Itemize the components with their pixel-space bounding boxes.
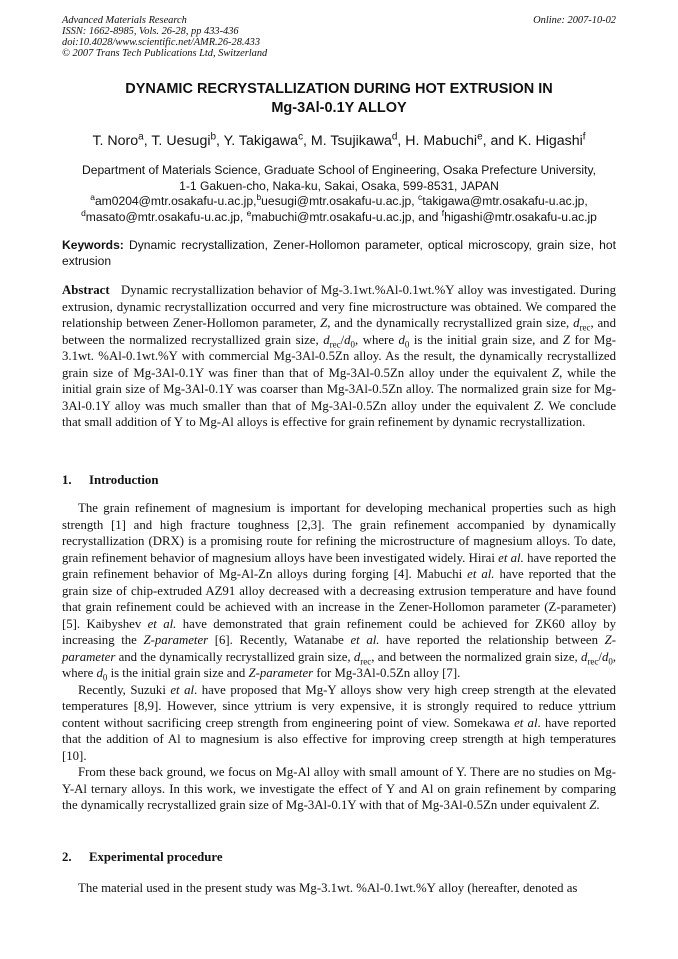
symbol-z: Z [589,798,597,812]
author-mark: d [391,131,398,143]
journal-name: Advanced Materials Research [62,15,187,26]
author-mark: a [138,131,144,143]
affiliation [62,163,616,225]
z-parameter: Z-parameter [248,666,314,680]
journal-doi: doi:10.4028/www.scientific.net/AMR.26-28.433 [62,37,261,48]
et-al: et al [514,715,538,730]
title-line-1: DYNAMIC RECRYSTALLIZATION DURING HOT EXTRUSION IN [125,81,553,97]
text: have reported the grain refinement behavior of Mg-Al-Zn alloys during forging [4]. Mabuchi [62,550,617,581]
author-mark: b [210,131,217,143]
text: have reported the relationship between [386,633,598,647]
symbol-d: d [353,649,361,664]
subscript-rec: rec [360,656,372,667]
symbol-d: d [398,332,405,347]
text: and the dynamically recrystallized grain size, [118,649,351,664]
affiliation-line-2: 1-1 Gakuen-cho, Naka-ku, Sakai, Osaka, 599-8531, JAPAN [179,178,499,193]
author-mark: f [582,131,586,143]
author-list: T. Noro$^a$, T. Uesugi$^b$, Y. Takigawa$^c$, M. Tsujikawa$^d$, H. Mabuchi$^e$, and K. Higashi$^f$ [92,131,586,149]
introduction-body [62,500,616,814]
email-line-1: $^a$am0204@mtr.osakafu-u.ac.jp,$^b$uesugi@mtr.osakafu-u.ac.jp, $^c$takigawa@mtr.osakafu-u.ac.jp, [90,191,588,208]
affiliation-line-1: Department of Materials Science, Graduate School of Engineering, Osaka Prefecture University, [81,163,596,177]
experimental-body [62,880,616,897]
symbol-d: d [344,332,351,347]
symbol-d: d [573,316,580,330]
email-e[interactable]: mabuchi@mtr.osakafu-u.ac.jp, and [251,209,439,224]
title-line-2: Mg-3Al-0.1Y ALLOY [271,100,407,116]
author-name: Y. Takigawa [223,133,299,149]
author-name: H. Mabuchi [405,133,478,149]
et-al: et al. [498,550,524,565]
abstract: Abstract Dynamic recrystallization behavior of Mg-3.1wt.%Al-0.1wt.%Y alloy was investigated. During extrusion, dynamic recrystallization occurred and very fine microstructure was obtained. We compared the relationship between Zener-Hollomon parameter, Z, and the dynamically recrystallized grain size, $d_{rec}$, and between the normalized recrystallized grain size, $d_{rec}/d_0$, where $d_0$ is the initial grain size, and Z for Mg-3.1wt. %Al-0.1wt.%Y with commercial Mg-3Al-0.5Zn alloy. As the result, the dynamically recrystallized grain size of Mg-3Al-0.1Y was finer than that of Mg-3Al-0.5Zn alloy under the equivalent Z, while the initial grain size of Mg-3Al-0.1Y was coarser than Mg-3Al-0.5Zn alloy. The normalized grain size for Mg-3Al-0.1Y alloy was much smaller than that of Mg-3Al-0.5Zn alloy under the equivalent Z. We conclude that small addition of Y to Mg-Al alloys is effective for grain refinement by dynamic recrystallization. [62,283,617,429]
text: where [62,666,94,680]
abstract-text: is the initial grain size, and [413,332,559,347]
subscript-zero: 0 [350,339,356,350]
abstract-text: . We conclude that small addition of Y to Mg-Al alloys is effective for grain refinement by dynamic recrystallization. [62,398,616,429]
text: Recently, Suzuki [78,682,166,697]
author-name: M. Tsujikawa [310,133,392,149]
abstract-text: where [362,332,394,347]
text: The grain refinement of magnesium is important for developing mechanical properties such as high strength [1] and high fracture toughness [2,3]. The grain refinement accompanied by dynamically recrystallization (DRX) is a promising route for refining the microstructure of magnesium alloys. To date, grain refinement behavior of magnesium alloys have been investigated widely. Hirai [62,501,616,565]
et-al: et al. [467,567,495,581]
journal-copyright: © 2007 Trans Tech Publications Ltd, Switzerland [62,48,268,59]
online-date: Online: 2007-10-02 [533,15,616,26]
z-parameter: Z-parameter [62,633,616,664]
text: have demonstrated that grain refinement could be achieved for ZK60 alloy by increasing the [62,616,616,647]
symbol-d: d [323,332,330,347]
section-title: Experimental procedure [89,850,223,864]
et-al: et al. [147,616,177,631]
text: . have proposed that Mg-Y alloys show very high creep strength at the elevated temperatures [8,9]. However, since yttrium is very expensive, it is strongly required to reduce yttrium content without sacrificing creep strength from engineering point of view. Somekawa [62,682,616,730]
subscript-rec: rec [579,322,591,333]
email-f[interactable]: higashi@mtr.osakafu-u.ac.jp [444,209,597,224]
abstract-text: , and the dynamically recrystallized grain size, [327,316,570,330]
author-name: T. Noro [92,133,139,149]
subscript-zero: 0 [102,672,108,683]
email-c[interactable]: takigawa@mtr.osakafu-u.ac.jp, [422,194,588,208]
z-parameter: Z-parameter [143,633,209,647]
paper-title [62,80,616,118]
section-heading-introduction [62,473,158,488]
symbol-z: Z [551,365,560,380]
paragraph: The material used in the present study was Mg-3.1wt. %Al-0.1wt.%Y alloy (hereafter, denoted as [78,881,578,895]
abstract-label: Abstract [62,283,110,297]
journal-header [62,15,616,59]
email-line-2: $^d$masato@mtr.osakafu-u.ac.jp, $^e$mabuchi@mtr.osakafu-u.ac.jp, and $^f$higashi@mtr.osakafu-u.ac.jp [81,207,597,224]
symbol-z: Z [562,332,571,347]
et-al: et al. [350,633,380,647]
email-a[interactable]: am0204@mtr.osakafu-u.ac.jp, [94,194,257,208]
keywords-label: Keywords: [62,238,124,252]
text: . have reported that the addition of Al to magnesium is also effective for improving creep strength at high temperatures [10]. [62,715,616,763]
keywords-text: Dynamic recrystallization, Zener-Hollomon parameter, optical microscopy, grain size, hot extrusion [62,238,616,268]
paragraph: The grain refinement of magnesium is important for developing mechanical properties such as high strength [1] and high fracture toughness [2,3]. The grain refinement accompanied by dynamically recrystallization (DRX) is a promising route for refining the microstructure of magnesium alloys. To date, grain refinement behavior of magnesium alloys have been investigated widely. Hirai et al. have reported the grain refinement behavior of Mg-Al-Zn alloys during forging [4]. Mabuchi et al. have reported that the grain size of chip-extruded AZ91 alloy decreased with a decreasing extrusion temperature and have found that grain refinement could be achieved with an increase in the Zener-Hollomon parameter (Z-parameter) [5]. Kaibyshev et al. have demonstrated that grain refinement could be achieved for ZK60 alloy by increasing the Z-parameter [6]. Recently, Watanabe et al. have reported the relationship between Z-parameter and the dynamically recrystallized grain size, $d_{rec}$, and between the normalized grain size, $d_{rec}/d_0$, where $d_0$ is the initial grain size and Z-parameter for Mg-3Al-0.5Zn alloy [7]. [62,501,617,683]
symbol-d: d [96,666,103,680]
symbol-d: d [601,649,609,664]
subscript-rec: rec [329,339,341,350]
keywords [62,237,616,269]
authors-and: and [490,133,515,149]
text: for Mg-3Al-0.5Zn alloy [7]. [316,666,461,680]
subscript-zero: 0 [404,339,410,350]
abstract-text: , while the initial grain size of Mg-3Al-0.1Y was coarser than Mg-3Al-0.5Zn alloy. The normalized grain size for Mg-3Al-0.1Y alloy was much smaller than that of Mg-3Al-0.5Zn alloy under the equivalent [62,365,616,413]
abstract-text: Dynamic recrystallization behavior of Mg-3.1wt.%Al-0.1wt.%Y alloy was investigated. During extrusion, dynamic recrystallization occurred and very fine microstructure was obtained. We compared the relationship between Zener-Hollomon parameter, [62,283,616,330]
text: From these back ground, we focus on Mg-Al alloy with small amount of Y. There are no studies on Mg-Y-Al ternary alloys. In this work, we investigate the effect of Y and Al on grain refinement by comparing the dynamically recrystallized grain size of Mg-3Al-0.1Y with that of Mg-3Al-0.5Zn under equivalent [62,765,616,812]
symbol-d: d [581,649,588,664]
text: [6]. Recently, Watanabe [214,633,344,647]
section-number: 1. [62,473,72,487]
email-d[interactable]: masato@mtr.osakafu-u.ac.jp, [85,209,244,224]
text: is the initial grain size and [110,666,246,680]
slash: / [340,332,345,347]
text: , and between the normalized grain size, [371,649,578,664]
text: have reported that the grain size of chip-extruded AZ91 alloy decreased with a decreasing extrusion temperature and have found that grain refinement could be achieved with an increase in the Zener-Hollomon parameter (Z-parameter) [5]. Kaibyshev [62,567,616,631]
text: . [596,798,600,812]
author-name: K. Higashi [518,133,583,149]
author-name: T. Uesugi [151,133,211,149]
subscript-rec: rec [587,656,599,667]
abstract-text: , and between the normalized recrystallized grain size, [62,316,616,347]
section-title: Introduction [89,473,159,487]
slash: / [598,649,602,664]
author-mark: e [477,131,483,143]
paragraph [62,682,616,765]
paragraph [62,764,616,814]
subscript-zero: 0 [608,656,613,667]
symbol-z: Z [533,398,541,413]
email-b[interactable]: uesugi@mtr.osakafu-u.ac.jp, [261,194,415,208]
section-heading-experimental [62,850,223,865]
author-mark: c [298,131,304,143]
section-number: 2. [62,850,72,864]
abstract-text: for Mg-3.1wt. %Al-0.1wt.%Y with commercial Mg-3Al-0.5Zn alloy. As the result, the dynamically recrystallized grain size of Mg-3Al-0.1Y was finer than that of Mg-3Al-0.5Zn alloy under the equivalent [62,332,617,380]
symbol-z: Z [320,316,328,330]
et-al: et al [170,682,195,697]
journal-issn: ISSN: 1662-8985, Vols. 26-28, pp 433-436 [62,26,239,37]
